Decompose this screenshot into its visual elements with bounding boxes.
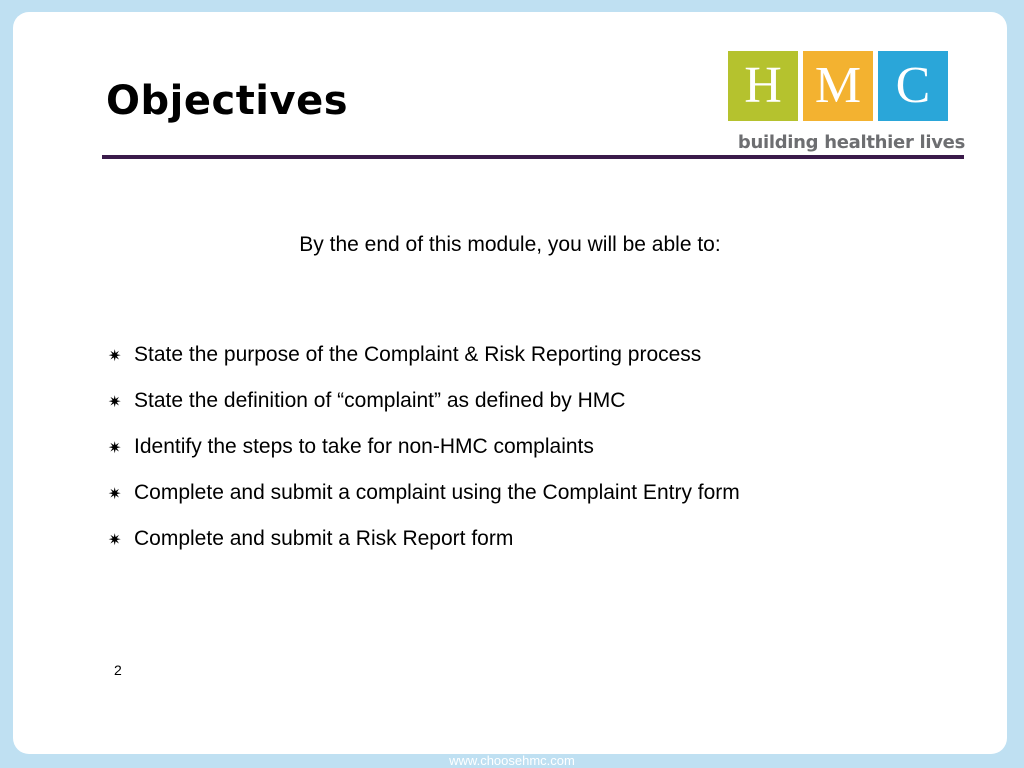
slide-title: Objectives <box>106 78 349 124</box>
intro-text: By the end of this module, you will be able to: <box>299 233 721 256</box>
objective-item <box>108 516 740 562</box>
asterisk-bullet-icon: ✷ <box>108 437 122 457</box>
asterisk-bullet-icon: ✷ <box>108 483 122 503</box>
footer-url[interactable]: www.choosehmc.com <box>449 753 575 768</box>
objective-text: Identify the steps to take for non-HMC complaints <box>134 435 594 458</box>
asterisk-bullet-icon: ✷ <box>108 391 122 411</box>
logo-letter-h: H <box>728 51 798 121</box>
objective-text: State the definition of “complaint” as defined by HMC <box>134 389 626 412</box>
slide <box>13 12 1007 754</box>
objective-item <box>108 470 740 516</box>
objective-text: Complete and submit a Risk Report form <box>134 527 514 550</box>
asterisk-bullet-icon: ✷ <box>108 529 122 549</box>
objective-item <box>108 424 740 470</box>
logo-letter-m: M <box>803 51 873 121</box>
logo-letter-c: C <box>878 51 948 121</box>
asterisk-bullet-icon: ✷ <box>108 345 122 365</box>
objectives-list <box>108 332 740 562</box>
objective-text: State the purpose of the Complaint & Risk Reporting process <box>134 343 702 366</box>
objective-item <box>108 378 740 424</box>
objective-text: Complete and submit a complaint using the Complaint Entry form <box>134 481 740 504</box>
page-number: 2 <box>114 662 122 678</box>
objective-item <box>108 332 740 378</box>
logo-tagline: building healthier lives <box>737 132 965 153</box>
hmc-logo <box>728 51 954 129</box>
title-divider <box>102 155 964 159</box>
